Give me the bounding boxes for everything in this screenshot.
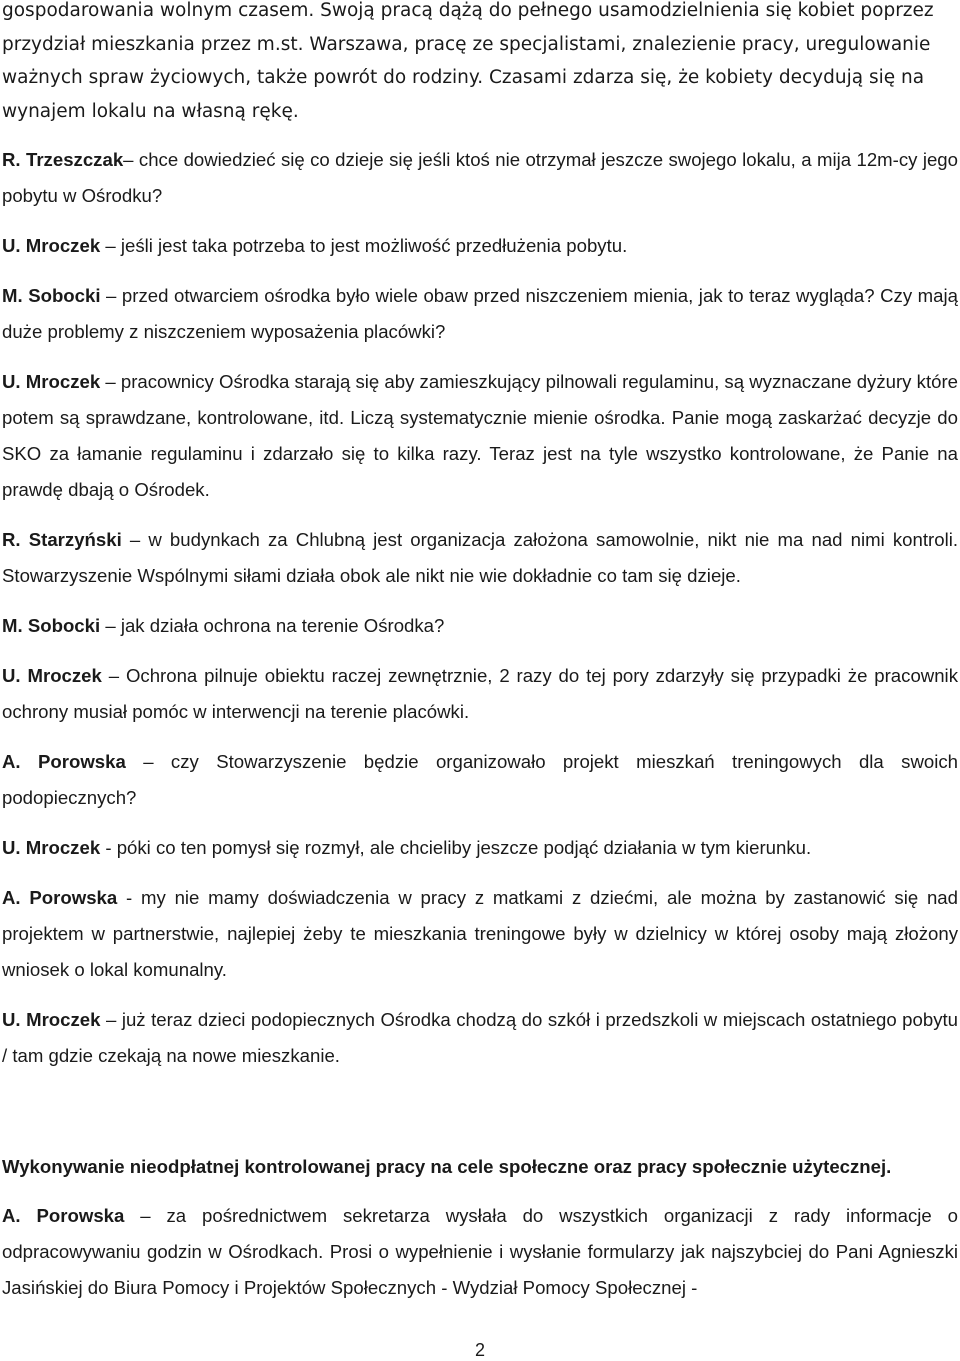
page-number: 2 xyxy=(474,1340,485,1360)
intro-paragraph: gospodarowania wolnym czasem. Swoją pracą dążą do pełnego usamodzielnienia się kobiet poprzez przydział mieszkania przez m.st. Warszawa, pracę ze specjalistami, znalezienie pracy, uregulowanie ważnych spraw życiowych, także powrót do rodziny. Czasami zdarza się, że kobiety decydują się na wynajem lokalu na własną rękę. xyxy=(2,0,934,122)
paragraph-text: - my nie mamy doświadczenia w pracy z matkami z dziećmi, ale można by zastanowić się nad projektem w partnerstwie, najlepiej żeby te mieszkania treningowe były w dzielnicy w której osoby mają złożony wniosek o lokal komunalny. xyxy=(2,887,958,980)
dialogue-paragraph xyxy=(2,658,958,730)
dialogue-paragraph xyxy=(2,744,958,816)
paragraph-text: – pracownicy Ośrodka starają się aby zamieszkujący pilnowali regulaminu, są wyznaczane dyżury które potem są sprawdzane, kontrolowane, itd. Liczą systematycznie mienie ośrodka. Panie mogą zaskarżać decyzje do SKO za łamanie regulaminu i zdarzało się to kilka razy. Teraz jest na tyle wszystko kontrolowane, że Panie na prawdę dbają o Ośrodek. xyxy=(2,371,958,500)
section-heading: Wykonywanie nieodpłatnej kontrolowanej pracy na cele społeczne oraz pracy społecznie użytecznej. xyxy=(2,1156,892,1177)
dialogue-paragraph xyxy=(2,364,958,508)
paragraph-text: – już teraz dzieci podopiecznych Ośrodka chodzą do szkół i przedszkoli w miejscach ostatniego pobytu / tam gdzie czekają na nowe mieszkanie. xyxy=(2,1009,959,1066)
speaker-name: A. Porowska xyxy=(2,751,126,772)
paragraph-text: – przed otwarciem ośrodka było wiele obaw przed niszczeniem mienia, jak to teraz wygląda? Czy mają duże problemy z niszczeniem wyposażenia placówki? xyxy=(2,285,958,342)
dialogue-paragraph xyxy=(2,608,958,644)
paragraph-text: - póki co ten pomysł się rozmył, ale chcieliby jeszcze podjąć działania w tym kierunku. xyxy=(100,837,812,858)
speaker-name: U. Mroczek xyxy=(2,837,101,858)
speaker-name: A. Porowska xyxy=(2,1205,125,1226)
paragraph-text: – jeśli jest taka potrzeba to jest możliwość przedłużenia pobytu. xyxy=(100,235,628,256)
dialogue-paragraph xyxy=(2,522,958,594)
speaker-name: U. Mroczek xyxy=(2,665,102,686)
speaker-name: R. Trzeszczak xyxy=(2,149,124,170)
dialogue-paragraph xyxy=(2,830,958,866)
speaker-name: M. Sobocki xyxy=(2,285,101,306)
dialogue-paragraph xyxy=(2,278,958,350)
document-page xyxy=(2,0,958,1320)
speaker-name: U. Mroczek xyxy=(2,1009,101,1030)
dialogue-paragraph xyxy=(2,228,958,264)
paragraph-text: – chce dowiedzieć się co dzieje się jeśli ktoś nie otrzymał jeszcze swojego lokalu, a mija 12m-cy jego pobytu w Ośrodku? xyxy=(2,149,958,206)
speaker-name: U. Mroczek xyxy=(2,235,101,256)
paragraph-text: – w budynkach za Chlubną jest organizacja założona samowolnie, nikt nie ma nad nimi kontroli. Stowarzyszenie Wspólnymi siłami działa obok ale nikt nie wie dokładnie co tam się dzieje. xyxy=(2,529,958,586)
paragraph-text: – czy Stowarzyszenie będzie organizowało projekt mieszkań treningowych dla swoich podopiecznych? xyxy=(2,751,958,808)
dialogue-paragraph xyxy=(2,1198,958,1306)
speaker-name: A. Porowska xyxy=(2,887,118,908)
speaker-name: U. Mroczek xyxy=(2,371,101,392)
dialogue-paragraph xyxy=(2,880,958,988)
speaker-name: M. Sobocki xyxy=(2,615,101,636)
dialogue-paragraph xyxy=(2,1002,958,1074)
paragraph-text: – jak działa ochrona na terenie Ośrodka? xyxy=(100,615,445,636)
paragraph-text: – za pośrednictwem sekretarza wysłała do wszystkich organizacji z rady informacje o odpracowywaniu godzin w Ośrodkach. Prosi o wypełnienie i wysłanie formularzy jak najszybciej do Pani Agnieszki Jasińskiej do Biura Pomocy i Projektów Społecznych - Wydział Pomocy Społecznej - xyxy=(2,1205,958,1298)
dialogue-paragraph xyxy=(2,142,958,214)
paragraph-text: – Ochrona pilnuje obiektu raczej zewnętrznie, 2 razy do tej pory zdarzyły się przypadki że pracownik ochrony musiał pomóc w interwencji na terenie placówki. xyxy=(2,665,958,722)
speaker-name: R. Starzyński xyxy=(2,529,122,550)
